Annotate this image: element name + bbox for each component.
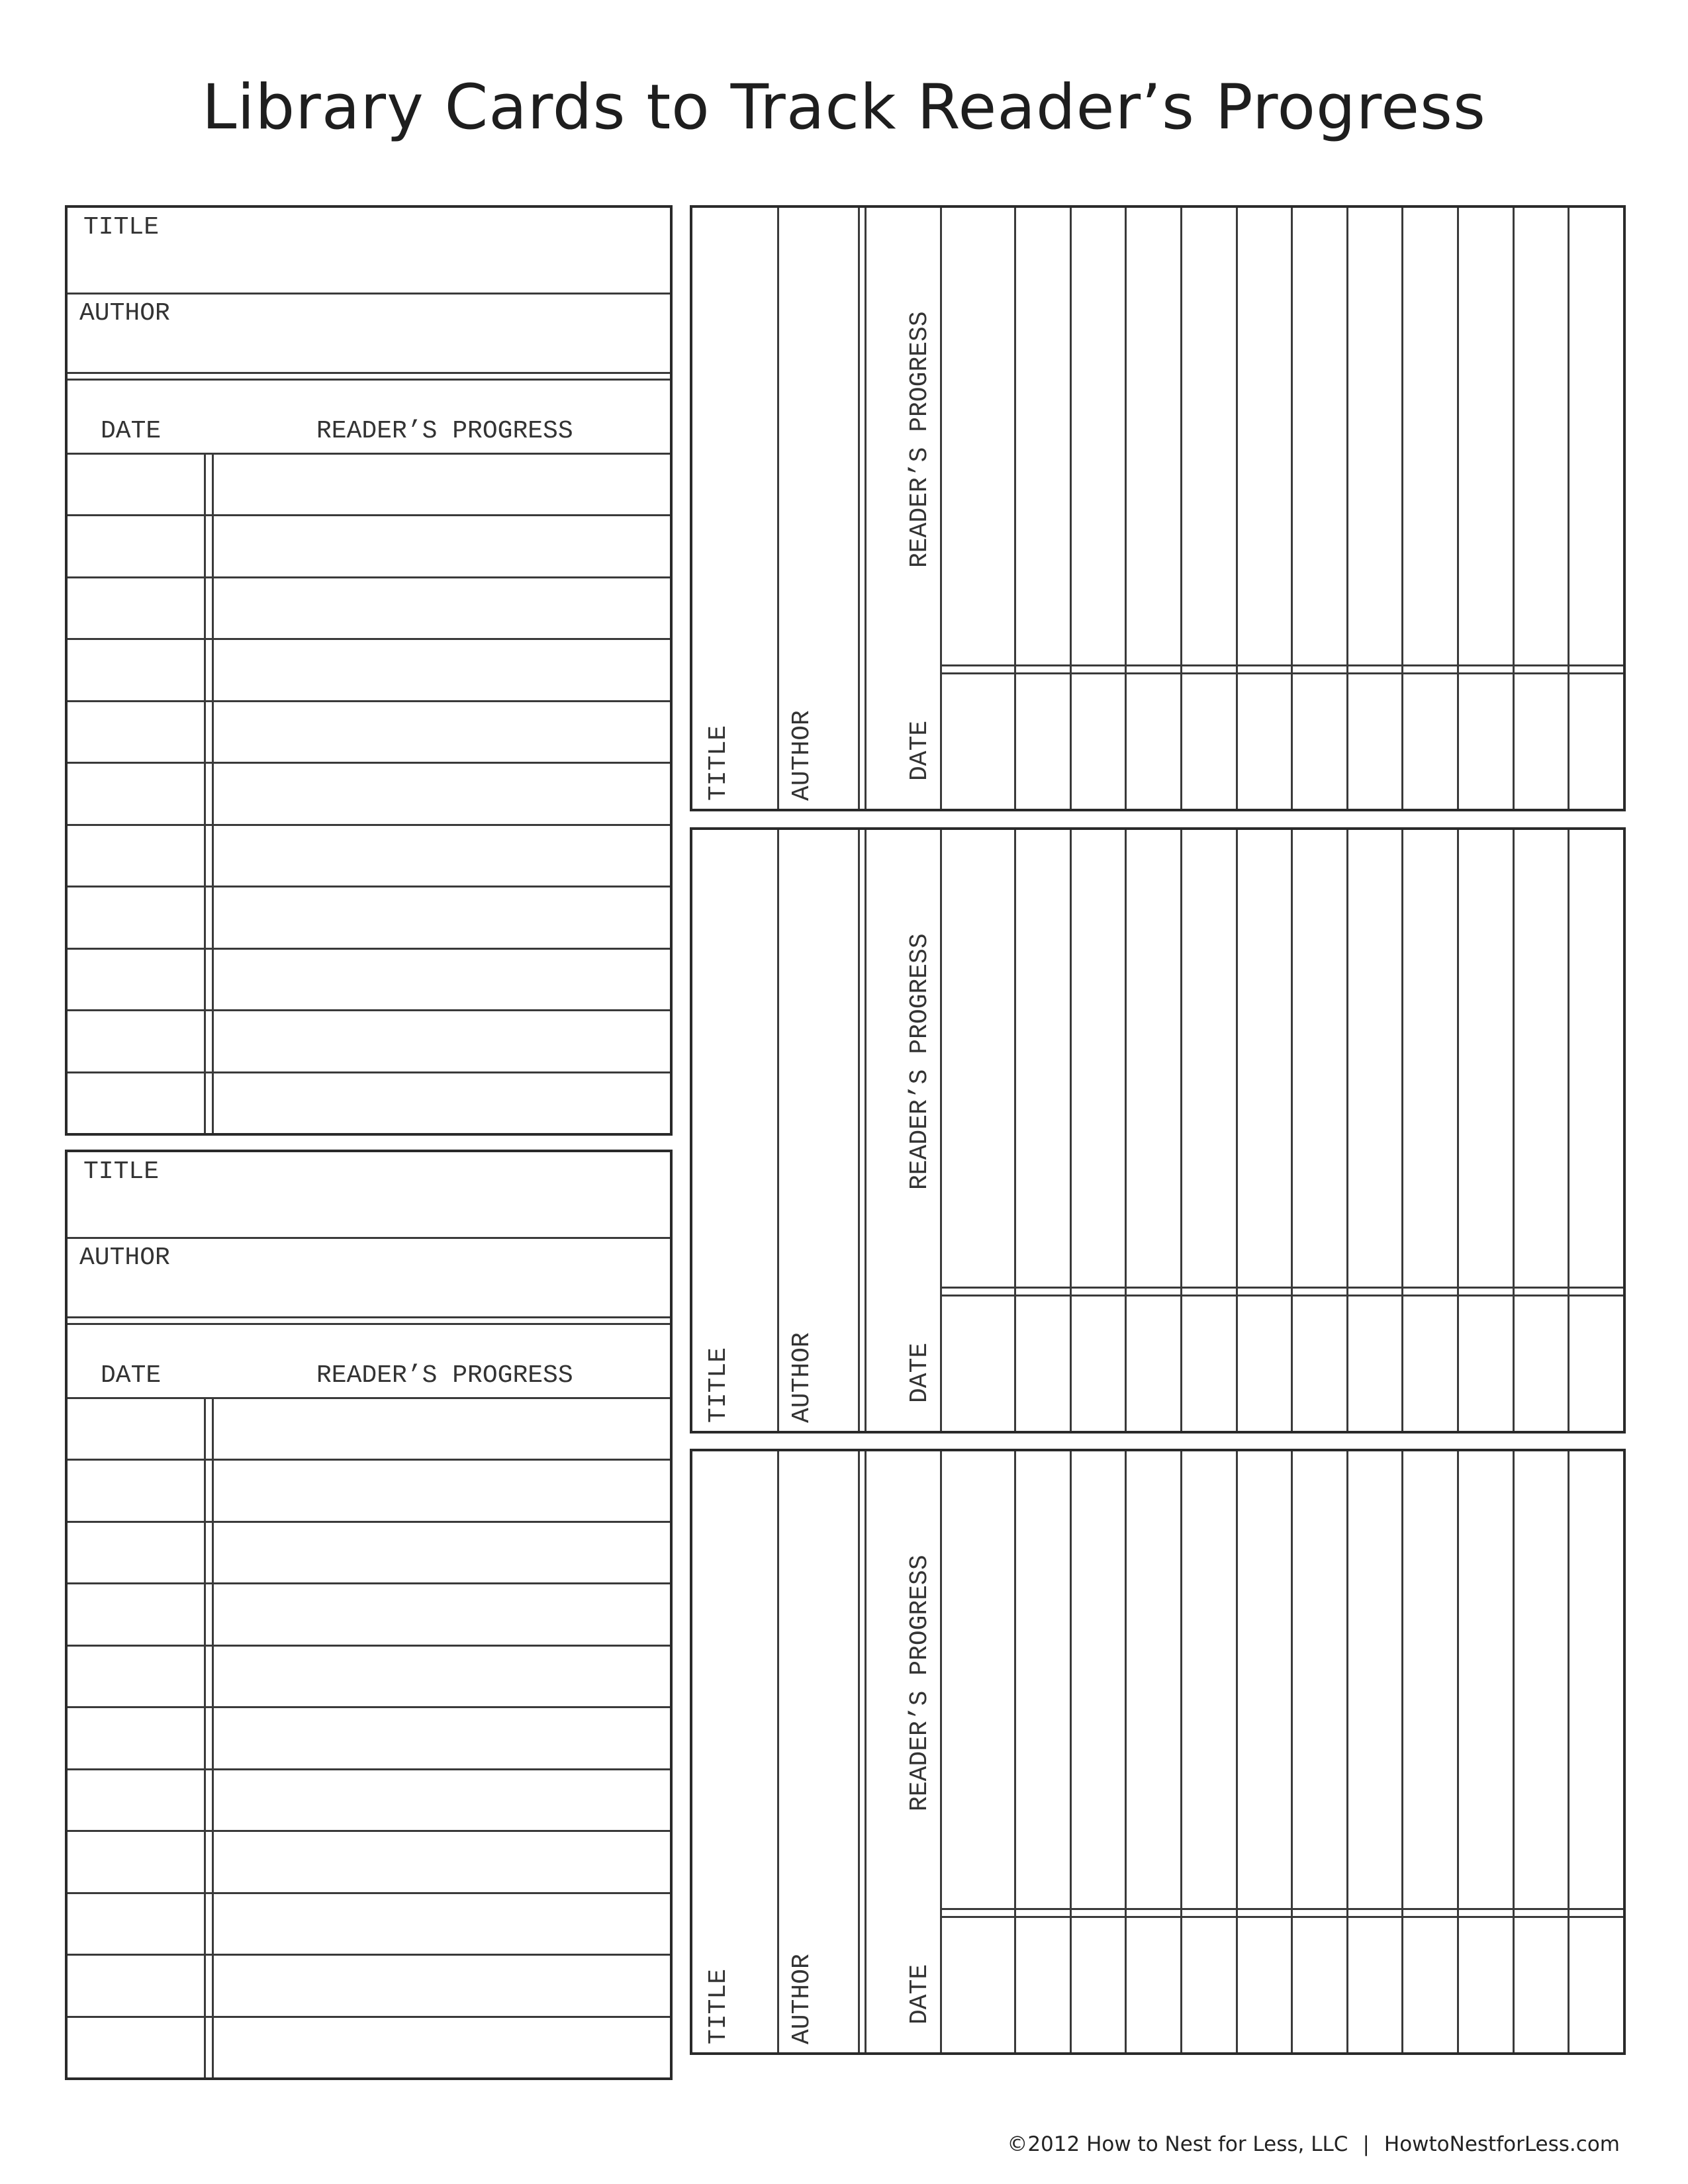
column-rule [1125, 830, 1127, 1431]
footer-copyright: ©2012 How to Nest for Less, LLC [1007, 2132, 1348, 2156]
date-double-line-bottom [940, 1295, 1623, 1297]
title-column-line [777, 830, 779, 1431]
row-rule [68, 1521, 670, 1523]
column-rule [1180, 208, 1182, 809]
author-double-line-right [865, 1451, 867, 2052]
author-double-line-left [858, 1451, 860, 2052]
progress-column-header: READER’S PROGRESS [906, 311, 934, 568]
date-double-line-top [940, 1287, 1623, 1289]
column-rule [1236, 830, 1238, 1431]
title-field-label: TITLE [83, 1158, 160, 1186]
row-rule [68, 638, 670, 640]
author-double-line-bottom [68, 1323, 670, 1325]
column-rule [1401, 1451, 1403, 2052]
title-field-label: TITLE [704, 1347, 733, 1423]
column-rule [1070, 1451, 1072, 2052]
row-rule [68, 1892, 670, 1894]
title-field-line [68, 293, 670, 295]
library-card-vertical [690, 1449, 1626, 2055]
footer-site-link[interactable]: HowtoNestforLess.com [1383, 2132, 1620, 2156]
column-rule [1513, 1451, 1515, 2052]
date-column-header: DATE [906, 1964, 934, 2025]
row-rule [68, 1582, 670, 1584]
footer-separator: | [1362, 2132, 1370, 2156]
column-rule [1070, 208, 1072, 809]
column-rule [1180, 830, 1182, 1431]
column-rule [1346, 1451, 1348, 2052]
author-field-label: AUTHOR [788, 1332, 816, 1423]
date-double-line-bottom [940, 672, 1623, 674]
column-rule [1291, 1451, 1293, 2052]
date-double-line-bottom [940, 1916, 1623, 1918]
row-rule [68, 2016, 670, 2018]
row-rule [68, 1645, 670, 1647]
row-rule [68, 1009, 670, 1011]
row-rule [68, 948, 670, 950]
author-field-label: AUTHOR [79, 1244, 170, 1272]
header-column-line [940, 1451, 942, 2052]
title-column-line [777, 1451, 779, 2052]
author-double-line-top [68, 372, 670, 374]
date-divider-left [204, 1397, 206, 2077]
title-field-line [68, 1237, 670, 1239]
progress-column-header: READER’S PROGRESS [316, 417, 573, 445]
row-rule [68, 762, 670, 764]
title-field-label: TITLE [83, 213, 160, 242]
column-rule [1014, 208, 1016, 809]
row-rule [68, 576, 670, 578]
author-double-line-left [858, 208, 860, 809]
row-rule [68, 1830, 670, 1832]
author-double-line-left [858, 830, 860, 1431]
column-rule [1513, 830, 1515, 1431]
column-rule [1346, 208, 1348, 809]
library-card-vertical [690, 827, 1626, 1433]
progress-column-header: READER’S PROGRESS [316, 1361, 573, 1390]
column-rule [1457, 208, 1459, 809]
column-rule [1291, 830, 1293, 1431]
row-rule [68, 1706, 670, 1708]
column-rule [1457, 830, 1459, 1431]
progress-column-header: READER’S PROGRESS [906, 1555, 934, 1811]
row-rule [68, 514, 670, 516]
row-rule [68, 1071, 670, 1073]
date-double-line-top [940, 664, 1623, 666]
library-card-horizontal [65, 205, 673, 1136]
title-column-line [777, 208, 779, 809]
date-column-header: DATE [906, 720, 934, 781]
row-rule [68, 1954, 670, 1956]
library-card-horizontal [65, 1150, 673, 2080]
header-column-line [940, 830, 942, 1431]
column-rule [1513, 208, 1515, 809]
author-double-line-top [68, 1316, 670, 1318]
column-rule [1401, 208, 1403, 809]
row-rule [68, 886, 670, 887]
column-rule [1125, 208, 1127, 809]
column-rule [1070, 830, 1072, 1431]
date-divider-right [212, 1397, 214, 2077]
column-rule [1180, 1451, 1182, 2052]
date-column-header: DATE [101, 1361, 162, 1390]
progress-column-header: READER’S PROGRESS [906, 933, 934, 1190]
header-column-line [940, 208, 942, 809]
column-rule [1457, 1451, 1459, 2052]
author-double-line-right [865, 208, 867, 809]
date-divider-left [204, 453, 206, 1133]
column-rule [1236, 1451, 1238, 2052]
column-rule [1401, 830, 1403, 1431]
row-rule [68, 453, 670, 455]
column-rule [1568, 1451, 1570, 2052]
page-title: Library Cards to Track Reader’s Progress [202, 71, 1486, 144]
date-column-header: DATE [101, 417, 162, 445]
row-rule [68, 824, 670, 826]
row-rule [68, 1768, 670, 1770]
date-double-line-top [940, 1908, 1623, 1910]
column-rule [1014, 830, 1016, 1431]
title-field-label: TITLE [704, 725, 733, 801]
library-card-vertical [690, 205, 1626, 811]
footer [1007, 2132, 1620, 2156]
row-rule [68, 1459, 670, 1461]
column-rule [1568, 208, 1570, 809]
author-field-label: AUTHOR [788, 1954, 816, 2044]
column-rule [1014, 1451, 1016, 2052]
title-field-label: TITLE [704, 1968, 733, 2044]
column-rule [1568, 830, 1570, 1431]
author-double-line-bottom [68, 379, 670, 381]
row-rule [68, 1397, 670, 1399]
date-column-header: DATE [906, 1342, 934, 1403]
author-field-label: AUTHOR [79, 299, 170, 328]
column-rule [1346, 830, 1348, 1431]
row-rule [68, 700, 670, 702]
column-rule [1125, 1451, 1127, 2052]
column-rule [1291, 208, 1293, 809]
author-double-line-right [865, 830, 867, 1431]
author-field-label: AUTHOR [788, 710, 816, 801]
column-rule [1236, 208, 1238, 809]
date-divider-right [212, 453, 214, 1133]
